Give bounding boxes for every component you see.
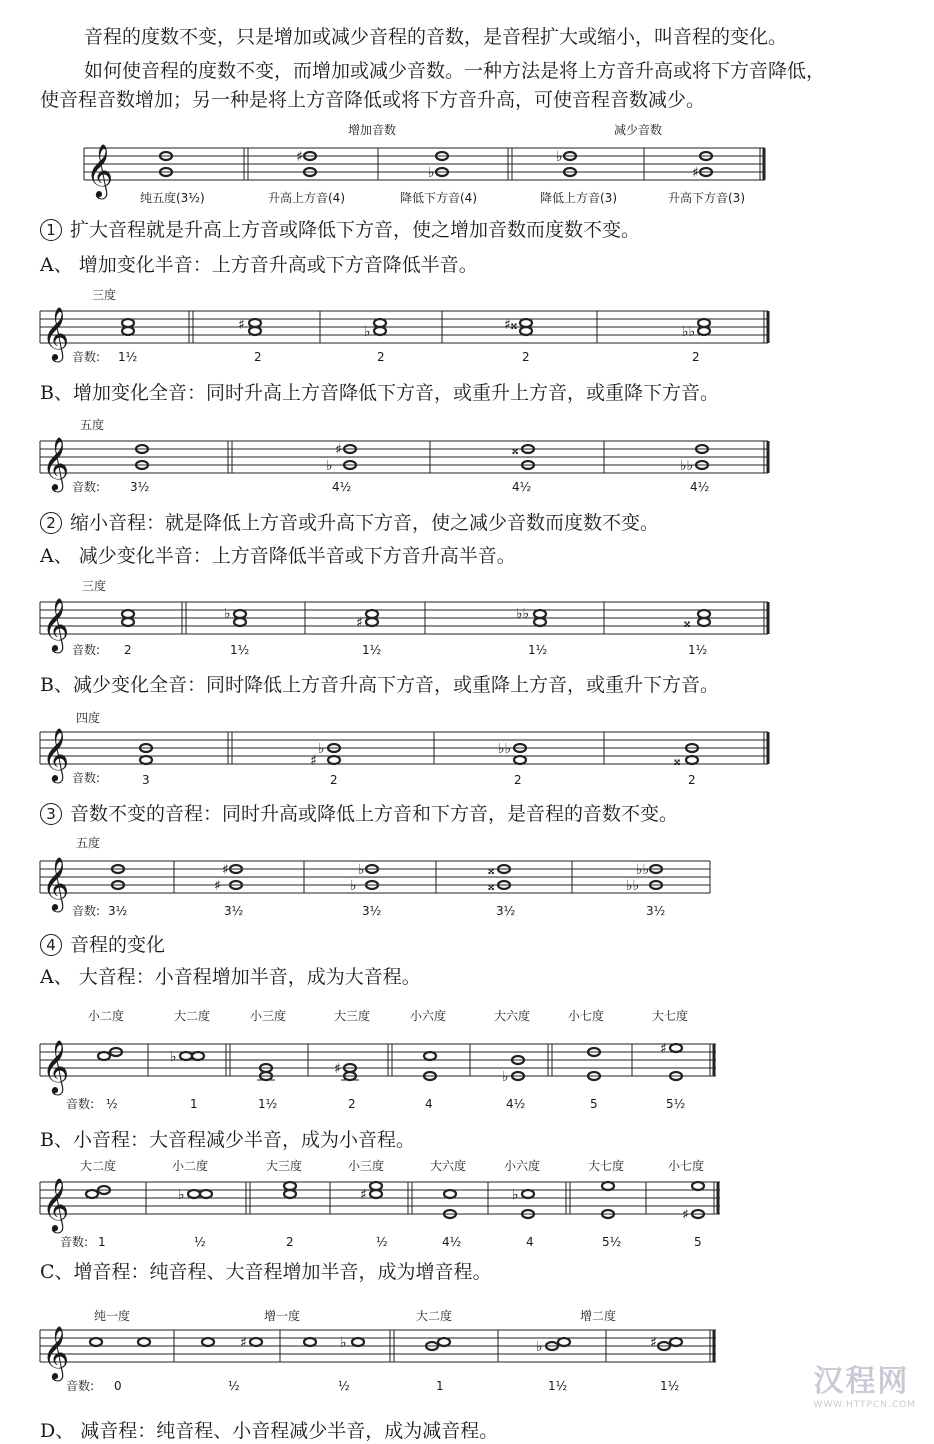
note-count: 4 (425, 1097, 433, 1111)
note-count: 3½ (108, 904, 128, 918)
sharp-icon: ♯ (222, 862, 229, 878)
note-count: ½ (106, 1097, 118, 1111)
note-count: ½ (338, 1379, 350, 1393)
treble-clef-icon: 𝄞 (42, 1325, 70, 1379)
circled-number: 1 (40, 219, 62, 241)
interval-label: 降低下方音(4) (400, 191, 477, 205)
note-count: 4½ (512, 480, 532, 494)
count-prefix: 音数: (72, 771, 101, 785)
note-count: ½ (228, 1379, 240, 1393)
note-count: 1½ (688, 643, 708, 657)
note-count: 2 (514, 773, 522, 787)
section-4c-heading: C、增音程：纯音程、大音程增加半音，成为增音程。 (40, 1261, 492, 1283)
interval-name: 大七度 (588, 1159, 625, 1173)
double-sharp-icon: 𝄪 (674, 753, 681, 769)
flat-icon: ♭ (536, 1339, 543, 1355)
flat-icon: ♭ (170, 1049, 177, 1065)
note-count: 1 (98, 1235, 106, 1249)
notes (140, 744, 698, 764)
sharp-icon: ♯ (214, 878, 221, 894)
interval-name: 大三度 (334, 1009, 371, 1023)
intro-paragraph-1: 音程的度数不变，只是增加或减少音程的音数，是音程扩大或缩小，叫音程的变化。 (84, 26, 788, 48)
note-count: 4½ (332, 480, 352, 494)
flat-icon: ♭ (502, 1069, 509, 1085)
staff-intro-example (0, 118, 934, 218)
section-3-heading (40, 801, 678, 827)
staff-fifth-wholetone-up (0, 413, 934, 503)
interval-name: 增一度 (264, 1309, 301, 1323)
double-sharp-icon: 𝄪 (512, 442, 519, 458)
treble-clef-icon: 𝄞 (42, 727, 70, 781)
intro-paragraph-2b: 使音程音数增加；另一种是将上方音降低或将下方音升高，可使音程音数减少。 (40, 89, 706, 111)
count-prefix: 音数: (72, 643, 101, 657)
flat-icon: ♭ (178, 1187, 185, 1203)
note-count: 1½ (362, 643, 382, 657)
interval-name: 小二度 (88, 1009, 125, 1023)
note-count: 3½ (646, 904, 666, 918)
flat-icon: ♭ (318, 741, 325, 757)
note-count: 1½ (548, 1379, 568, 1393)
interval-name: 小三度 (348, 1159, 385, 1173)
note-count: 2 (124, 643, 132, 657)
note-count: 5½ (602, 1235, 622, 1249)
note-count: 4½ (690, 480, 710, 494)
note-count: 3½ (496, 904, 516, 918)
sharp-icon: ♯ (356, 615, 363, 631)
staff-fifth-unchanged (0, 831, 934, 927)
interval-name: 四度 (76, 711, 101, 725)
circled-number: 3 (40, 803, 62, 825)
note-count: 3½ (130, 480, 150, 494)
double-flat-icon: ♭♭ (516, 606, 530, 622)
flat-icon: ♭ (224, 606, 231, 622)
interval-name: 大三度 (266, 1159, 303, 1173)
header-decrease: 减少音数 (614, 123, 663, 137)
treble-clef-icon: 𝄞 (42, 306, 70, 360)
note-count: 5½ (666, 1097, 686, 1111)
staff-third-semitone-down (0, 574, 934, 666)
note-count: 2 (377, 350, 385, 364)
section-4a-heading: A、 大音程：小音程增加半音，成为大音程。 (40, 966, 421, 988)
note-count: 5 (694, 1235, 702, 1249)
watermark-text: 汉程网 (813, 1364, 910, 1399)
flat-icon: ♭ (350, 878, 357, 894)
double-flat-icon: ♭♭ (498, 741, 512, 757)
double-flat-icon: ♭♭ (682, 324, 696, 340)
section-1a-heading: A、 增加变化半音：上方音升高或下方音降低半音。 (40, 254, 478, 276)
interval-name: 三度 (92, 288, 117, 302)
flat-icon: ♭ (326, 458, 333, 474)
section-2-title: 缩小音程：就是降低上方音或升高下方音，使之减少音数而度数不变。 (70, 512, 660, 534)
section-2a-heading: A、 减少变化半音：上方音降低半音或下方音升高半音。 (40, 545, 516, 567)
section-2b-heading: B、减少变化全音：同时降低上方音升高下方音，或重降上方音，或重升下方音。 (40, 674, 719, 696)
interval-name: 五度 (76, 836, 101, 850)
staff-augmented (0, 1306, 934, 1406)
double-sharp-icon: 𝄪 (684, 615, 691, 631)
interval-label: 纯五度(3½) (140, 191, 205, 205)
interval-name: 大七度 (652, 1009, 689, 1023)
section-4-heading (40, 932, 165, 958)
section-3-title: 音数不变的音程：同时升高或降低上方音和下方音，是音程的音数不变。 (70, 803, 679, 825)
interval-name: 小六度 (410, 1009, 447, 1023)
flat-icon: ♭ (428, 165, 435, 181)
notes (98, 1044, 682, 1080)
interval-label: 降低上方音(3) (540, 191, 617, 205)
interval-name: 五度 (80, 418, 105, 432)
watermark-url: WWW.HTTPCN.COM (813, 1400, 916, 1410)
note-count: 3 (142, 773, 150, 787)
note-count: 2 (330, 773, 338, 787)
staff-minor-to-major (0, 1002, 934, 1118)
treble-clef-icon: 𝄞 (42, 1039, 70, 1093)
sharp-icon: ♯ (335, 442, 342, 458)
sharp-icon: ♯ (650, 1335, 657, 1351)
note-count: ½ (194, 1235, 206, 1249)
interval-name: 大二度 (80, 1159, 117, 1173)
section-4-title: 音程的变化 (70, 934, 166, 956)
note-count: 3½ (224, 904, 244, 918)
count-prefix: 音数: (66, 1379, 95, 1393)
circled-number: 4 (40, 934, 62, 956)
double-sharp-icon: 𝄪 (488, 878, 495, 894)
note-count: 2 (522, 350, 530, 364)
double-sharp-icon: 𝄪 (488, 862, 495, 878)
count-prefix: 音数: (72, 904, 101, 918)
interval-name: 小三度 (250, 1009, 287, 1023)
note-count: 1 (436, 1379, 444, 1393)
notes (90, 1338, 682, 1350)
sharp-icon: ♯ (310, 753, 317, 769)
section-4b-heading: B、小音程：大音程减少半音，成为小音程。 (40, 1129, 415, 1151)
note-count: 2 (348, 1097, 356, 1111)
treble-clef-icon: 𝄞 (42, 597, 70, 651)
interval-name: 小二度 (172, 1159, 209, 1173)
sharp-icon: ♯ (682, 1207, 689, 1223)
interval-name: 大二度 (174, 1009, 211, 1023)
count-prefix: 音数: (60, 1235, 89, 1249)
note-count: 5 (590, 1097, 598, 1111)
interval-name: 小七度 (668, 1159, 705, 1173)
double-flat-icon: ♭♭ (680, 458, 694, 474)
note-count: 1½ (258, 1097, 278, 1111)
flat-icon: ♭ (358, 862, 365, 878)
note-count: ½ (376, 1235, 388, 1249)
sharp-icon: ♯ (360, 1187, 367, 1203)
note-count: 1½ (118, 350, 138, 364)
note-count: 3½ (362, 904, 382, 918)
header-increase: 增加音数 (348, 123, 397, 137)
sharp-icon: ♯ (692, 165, 699, 181)
count-prefix: 音数: (66, 1097, 95, 1111)
staff-third-semitone-up (0, 283, 934, 373)
note-count: 1½ (528, 643, 548, 657)
treble-clef-icon: 𝄞 (42, 436, 70, 490)
treble-clef-icon: 𝄞 (42, 1177, 70, 1231)
note-count: 2 (286, 1235, 294, 1249)
note-count: 0 (114, 1379, 122, 1393)
treble-clef-icon: 𝄞 (86, 143, 114, 197)
note-count: 1 (190, 1097, 198, 1111)
interval-name: 三度 (82, 579, 107, 593)
staff-major-to-minor (0, 1156, 934, 1256)
intro-paragraph-2a: 如何使音程的度数不变，而增加或减少音数。一种方法是将上方音升高或将下方音降低， (84, 60, 826, 82)
watermark-logo (813, 1356, 916, 1410)
treble-clef-icon: 𝄞 (42, 856, 70, 910)
section-2-heading (40, 510, 659, 536)
sharp-icon: ♯ (296, 149, 303, 165)
double-flat-icon: ♭♭ (626, 878, 640, 894)
sharp-icon: ♯ (334, 1061, 341, 1077)
note-count: 2 (254, 350, 262, 364)
staff-fourth-wholetone-down (0, 708, 934, 792)
sharp-icon: ♯ (660, 1041, 667, 1057)
flat-icon: ♭ (340, 1335, 347, 1351)
section-1b-heading: B、增加变化全音：同时升高上方音降低下方音，或重升上方音，或重降下方音。 (40, 382, 719, 404)
flat-icon: ♭ (512, 1187, 519, 1203)
note-count: 1½ (230, 643, 250, 657)
interval-name: 纯一度 (94, 1309, 131, 1323)
interval-name: 小七度 (568, 1009, 605, 1023)
double-flat-icon: ♭♭ (636, 862, 650, 878)
note-count: 4 (526, 1235, 534, 1249)
circled-number: 2 (40, 512, 62, 534)
interval-label: 升高上方音(4) (268, 191, 345, 205)
sharp-icon: ♯ (240, 1335, 247, 1351)
section-1-title: 扩大音程就是升高上方音或降低下方音，使之增加音数而度数不变。 (70, 219, 641, 241)
note-count: 4½ (442, 1235, 462, 1249)
note-count: 4½ (506, 1097, 526, 1111)
sharp-icon: ♯ (238, 317, 245, 333)
interval-name: 大二度 (416, 1309, 453, 1323)
flat-icon: ♭ (556, 149, 563, 165)
count-prefix: 音数: (72, 350, 101, 364)
interval-name: 大六度 (494, 1009, 531, 1023)
interval-name: 增二度 (580, 1309, 617, 1323)
interval-label: 升高下方音(3) (668, 191, 745, 205)
interval-name: 大六度 (430, 1159, 467, 1173)
note-count: 2 (692, 350, 700, 364)
note-count: 2 (688, 773, 696, 787)
section-1-heading (40, 217, 640, 243)
flat-icon: ♭ (364, 324, 371, 340)
double-sharp-icon: ♯𝄪 (504, 317, 518, 333)
count-prefix: 音数: (72, 480, 101, 494)
section-4d-heading: D、 减音程：纯音程、小音程减少半音，成为减音程。 (40, 1420, 499, 1442)
interval-name: 小六度 (504, 1159, 541, 1173)
note-count: 1½ (660, 1379, 680, 1393)
